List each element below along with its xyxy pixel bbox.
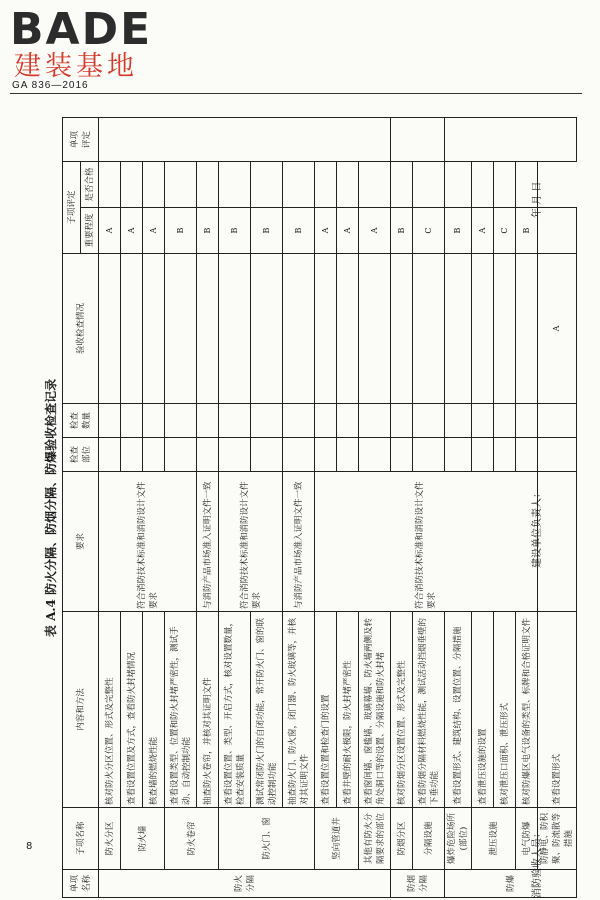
- method-text: 查看设置位置、类型、开启方式，核对设置数量，检查安装质量: [219, 612, 251, 808]
- req-text: 与消防产品市场准入证明文件一致: [197, 472, 219, 612]
- method-text: 查看设置位置及方式，查看防火封堵情况: [121, 612, 143, 808]
- header-result: 验收检查情况: [63, 254, 99, 404]
- brand-logo: [10, 4, 180, 82]
- signature-footer: [528, 118, 546, 898]
- grade: A: [538, 254, 577, 404]
- sub-name: 分隔设施: [413, 808, 445, 870]
- method-text: 查看设置类型、位置和防火封堵严密性，测试手动、自动控制功能: [165, 612, 197, 808]
- header-pos: 检查 部位: [63, 438, 99, 472]
- header-qualified: 是否合格: [81, 161, 99, 207]
- grade: A: [143, 208, 165, 254]
- method-text: 核对防烟分区设置位置、形式及完整性: [391, 612, 413, 808]
- sub-name: 爆炸危险场所(部位): [445, 808, 472, 870]
- sub-name: 其他有防火分隔要求的部位: [359, 808, 391, 870]
- sub-name: 防火卷帘: [165, 808, 219, 870]
- grade: C: [494, 208, 516, 254]
- group-explosion: 防爆: [445, 870, 577, 898]
- method-text: 查看设置位置和检查门的设置: [315, 612, 337, 808]
- method-text: 查看井壁的耐火极限，防火封堵严密性: [337, 612, 359, 808]
- grade: B: [251, 208, 283, 254]
- header-importance: 重要程度: [81, 208, 99, 254]
- group-smoke: 防烟 分隔: [391, 870, 445, 898]
- method-text: 查看设置形式: [538, 612, 577, 808]
- sub-name: 泄压设施: [472, 808, 516, 870]
- header-divider: [10, 93, 582, 94]
- method-text: 查看设置形式、建筑结构、设置位置、分隔措施: [445, 612, 472, 808]
- sub-name: 防火门、窗: [219, 808, 315, 870]
- header-sub-eval: 子项评定: [63, 161, 81, 253]
- grade: A: [337, 208, 359, 254]
- standard-number: GA 836—2016: [12, 80, 89, 91]
- method-text: 查看防烟分隔材料燃烧性能，测试活动挡烟垂壁的下垂功能: [413, 612, 445, 808]
- grade: B: [165, 208, 197, 254]
- header-method: 内容和方法: [63, 612, 99, 808]
- sub-name: 防静电、防积聚、防流散等措施: [538, 808, 577, 870]
- grade: C: [413, 208, 445, 254]
- header-unit: 单项 名称: [63, 870, 99, 898]
- req-text: 符合消防技术标准和消防设计文件要求: [99, 472, 197, 612]
- rotated-page: [44, 118, 574, 898]
- brand-name: BADE: [10, 4, 153, 55]
- grade: A: [472, 208, 494, 254]
- header-req: 要求: [63, 472, 99, 612]
- inspector-label: 消防验收人员：: [532, 828, 543, 898]
- grade: B: [197, 208, 219, 254]
- page-number: 8: [26, 841, 33, 852]
- grade: B: [445, 208, 472, 254]
- grade: B: [219, 208, 251, 254]
- date-label: 年 月 日: [532, 181, 543, 218]
- header-qty: 检查 数量: [63, 404, 99, 438]
- group-fire: 防火 分隔: [99, 870, 391, 898]
- brand-subtitle: 建装基地: [14, 51, 138, 82]
- builder-label: 建设单位负责人：: [532, 488, 543, 568]
- method-text: 查看泄压设施的设置: [472, 612, 494, 808]
- method-text: 核对防火分区位置、形式及完整性: [99, 612, 121, 808]
- inspection-table: [62, 117, 577, 898]
- method-text: 核对防爆区电气设备的类型、标牌和合格证明文件: [516, 612, 538, 808]
- sub-name: 防火分区: [99, 808, 121, 870]
- header-sub: 子项名称: [63, 808, 99, 870]
- method-text: 抽查防火门、防火窗，闭门器、防火玻璃等，并核对其证明文件: [283, 612, 315, 808]
- grade: A: [359, 208, 391, 254]
- table-title: 表 A.4 防火分隔、防烟分隔、防爆验收检查记录: [44, 378, 58, 638]
- method-text: 核查墙的燃烧性能: [143, 612, 165, 808]
- sub-name: 竖向管道井: [315, 808, 359, 870]
- method-text: 抽查防火卷帘，并核对其证明文件: [197, 612, 219, 808]
- method-text: 查看窗间墙、窗槛墙、玻璃幕墙、防火墙两侧及转角处洞口等的设置、分隔设施和防火封堵: [359, 612, 391, 808]
- sub-name: 防火墙: [121, 808, 165, 870]
- grade: B: [391, 208, 413, 254]
- grade: B: [283, 208, 315, 254]
- grade: A: [121, 208, 143, 254]
- req-text: 符合消防技术标准和消防设计文件要求: [315, 472, 538, 612]
- req-text: 符合消防技术标准和消防设计文件要求: [219, 472, 283, 612]
- grade: A: [315, 208, 337, 254]
- grade: A: [99, 208, 121, 254]
- sub-name: 防烟分区: [391, 808, 413, 870]
- method-text: 核对泄压口面积、泄压形式: [494, 612, 516, 808]
- header-unit-eval: 单项 评定: [63, 117, 99, 161]
- method-text: 测试常闭防火门的自闭功能，常开防火门、窗的联动控制功能: [251, 612, 283, 808]
- grade: B: [516, 208, 538, 254]
- req-text: 与消防产品市场准入证明文件一致: [283, 472, 315, 612]
- sub-name: 电气防爆: [516, 808, 538, 870]
